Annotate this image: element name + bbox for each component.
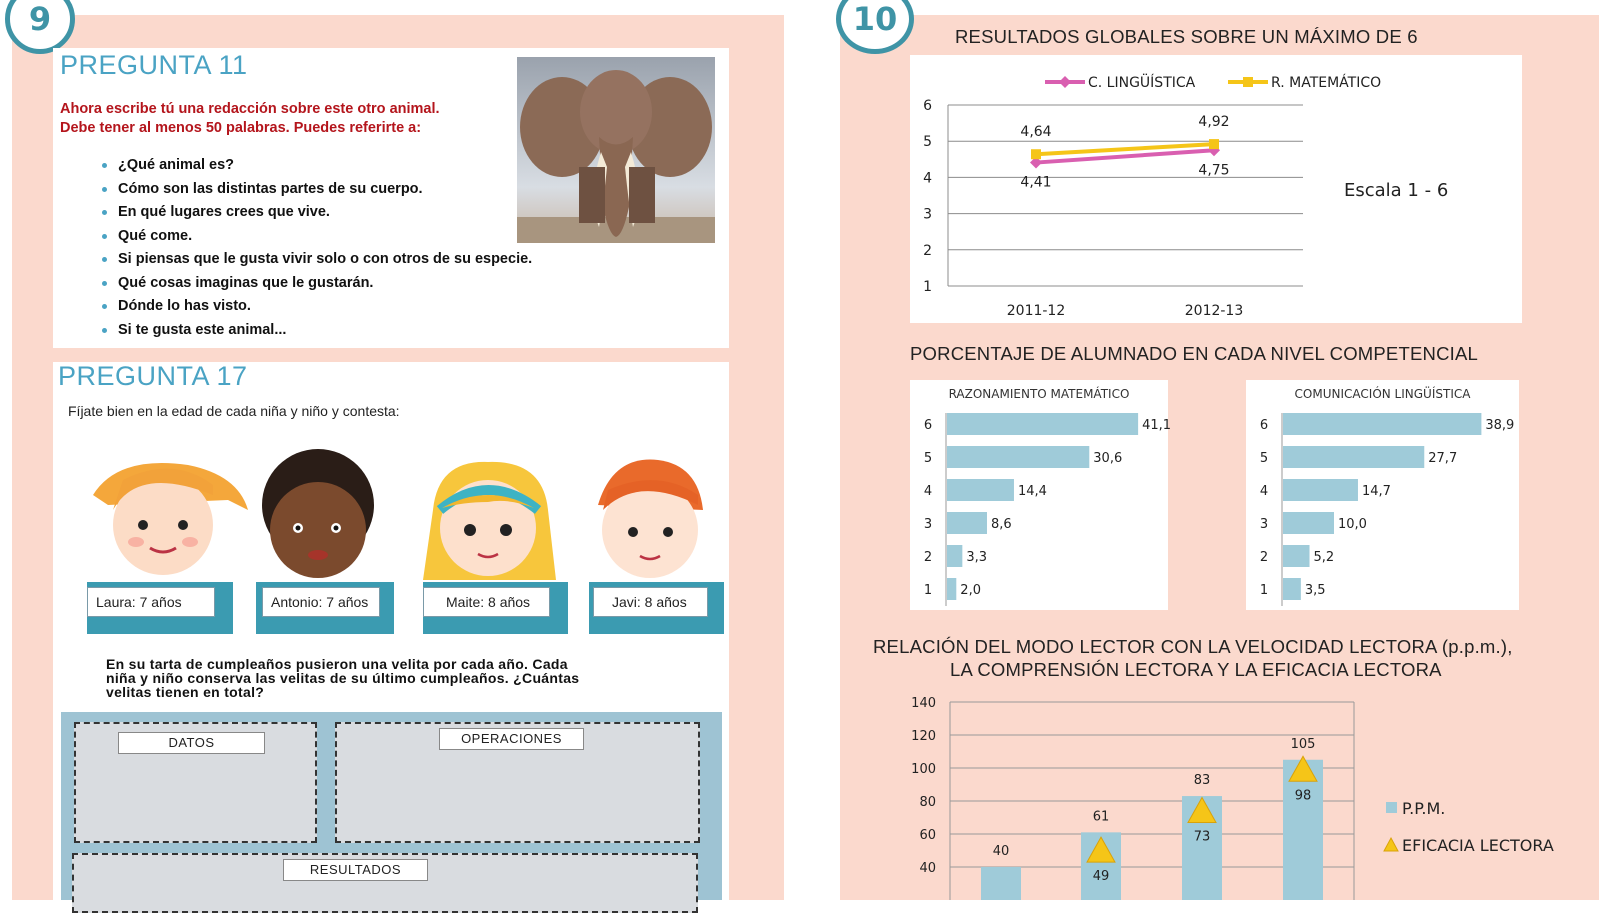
bar-value-label: 30,6 bbox=[1093, 451, 1123, 466]
legend-marker bbox=[1243, 77, 1253, 87]
efficacy-value-label: 98 bbox=[1294, 788, 1312, 804]
bar-value-label: 27,7 bbox=[1428, 451, 1458, 466]
bar bbox=[947, 545, 962, 567]
list-item: Si te gusta este animal... bbox=[102, 319, 532, 343]
question-11-instructions-2: Debe tener al menos 50 palabras. Puedes referirte a: bbox=[60, 120, 422, 136]
list-item: Cómo son las distintas partes de su cuerpo. bbox=[102, 178, 532, 202]
question-11-instructions-1: Ahora escribe tú una redacción sobre este otro animal. bbox=[60, 101, 440, 117]
y-tick-label: 2 bbox=[923, 242, 932, 259]
bar bbox=[1283, 413, 1481, 435]
list-item: Si piensas que le gusta vivir solo o con otros de su especie. bbox=[102, 248, 532, 272]
category-label: 6 bbox=[1259, 418, 1269, 433]
legend-label: EFICACIA LECTORA bbox=[1402, 836, 1554, 855]
x-tick-label: 2012-13 bbox=[1184, 303, 1244, 319]
efficacy-value-label: 49 bbox=[1092, 869, 1110, 885]
bar bbox=[947, 512, 987, 534]
question-17-text-line: niña y niño conserva las velitas de su último cumpleaños. ¿Cuántas bbox=[106, 670, 580, 686]
bar-value-label: 105 bbox=[1290, 736, 1316, 752]
y-tick-label: 120 bbox=[911, 729, 936, 744]
y-tick-label: 5 bbox=[923, 134, 932, 151]
linguistic-communication-bar-chart bbox=[1246, 380, 1519, 610]
y-tick-label: 60 bbox=[919, 828, 936, 843]
bar-value-label: 14,7 bbox=[1361, 484, 1391, 499]
category-label: 2 bbox=[1259, 550, 1269, 565]
data-point bbox=[1031, 149, 1041, 159]
y-tick-label: 100 bbox=[911, 762, 936, 777]
bar-value-label: 3,3 bbox=[966, 550, 988, 565]
category-label: 4 bbox=[923, 484, 933, 499]
scale-annotation: Escala 1 - 6 bbox=[1344, 180, 1449, 201]
global-results-line-chart bbox=[910, 55, 1522, 323]
question-11-title: PREGUNTA 11 bbox=[60, 50, 248, 80]
data-label: 4,75 bbox=[1198, 162, 1230, 179]
chart-title: COMUNICACIÓN LINGÜÍSTICA bbox=[1294, 387, 1471, 401]
bar-value-label: 8,6 bbox=[990, 517, 1012, 532]
elephant-photo bbox=[517, 57, 715, 243]
page-number-badge-9: 9 bbox=[5, 0, 75, 54]
y-tick-label: 3 bbox=[923, 206, 932, 223]
list-item: Qué cosas imaginas que le gustarán. bbox=[102, 272, 532, 296]
bar-value-label: 2,0 bbox=[960, 583, 981, 598]
list-item: ¿Qué animal es? bbox=[102, 154, 532, 178]
list-item: En qué lugares crees que vive. bbox=[102, 201, 532, 225]
bar bbox=[1283, 479, 1358, 501]
category-label: 6 bbox=[923, 418, 933, 433]
data-label: 4,41 bbox=[1020, 174, 1052, 191]
bar-value-label: 10,0 bbox=[1338, 517, 1367, 532]
category-label: 4 bbox=[1259, 484, 1269, 499]
children-illustration bbox=[78, 450, 728, 585]
bar-value-label: 61 bbox=[1092, 809, 1110, 825]
category-label: 5 bbox=[923, 451, 933, 466]
bar bbox=[1283, 578, 1301, 600]
y-tick-label: 4 bbox=[923, 170, 932, 187]
datos-tag: DATOS bbox=[118, 732, 265, 754]
legend-swatch bbox=[1386, 802, 1397, 813]
bar-value-label: 14,4 bbox=[1017, 484, 1047, 499]
global-results-title: RESULTADOS GLOBALES SOBRE UN MÁXIMO DE 6 bbox=[955, 26, 1418, 47]
chart-title: RAZONAMIENTO MATEMÁTICO bbox=[948, 387, 1130, 401]
bar-value-label: 38,9 bbox=[1485, 418, 1515, 433]
y-tick-label: 6 bbox=[923, 98, 932, 114]
competency-percentage-title: PORCENTAJE DE ALUMNADO EN CADA NIVEL COMPETENCIAL bbox=[910, 343, 1478, 364]
legend-marker bbox=[1059, 76, 1071, 88]
bar bbox=[947, 479, 1014, 501]
reading-relation-bar-chart bbox=[900, 690, 1590, 900]
legend-label: R. MATEMÁTICO bbox=[1271, 75, 1382, 91]
bar bbox=[981, 867, 1021, 900]
data-label: 4,64 bbox=[1020, 124, 1052, 141]
bar bbox=[947, 413, 1138, 435]
bar bbox=[947, 446, 1089, 468]
bar-value-label: 5,2 bbox=[1313, 550, 1335, 565]
legend-marker bbox=[1384, 838, 1398, 851]
y-tick-label: 40 bbox=[919, 861, 936, 876]
category-label: 1 bbox=[1259, 583, 1269, 598]
list-item: Dónde lo has visto. bbox=[102, 295, 532, 319]
question-17-text-line: En su tarta de cumpleaños pusieron una velita por cada año. Cada bbox=[106, 656, 568, 672]
category-label: 2 bbox=[923, 550, 933, 565]
kid-label-javi: Javi: 8 años bbox=[593, 587, 708, 617]
data-point bbox=[1209, 139, 1219, 149]
y-tick-label: 1 bbox=[923, 279, 932, 295]
category-label: 5 bbox=[1259, 451, 1269, 466]
x-tick-label: 2011-12 bbox=[1006, 303, 1066, 319]
question-17-text bbox=[106, 657, 579, 699]
legend-label: P.P.M. bbox=[1402, 799, 1446, 818]
kid-label-maite: Maite: 8 años bbox=[423, 587, 550, 617]
question-11-bullet-list bbox=[102, 154, 532, 342]
resultados-tag: RESULTADOS bbox=[283, 859, 428, 881]
question-17-prompt: Fíjate bien en la edad de cada niña y niño y contesta: bbox=[68, 403, 400, 419]
y-tick-label: 140 bbox=[911, 696, 936, 711]
kid-label-laura: Laura: 7 años bbox=[87, 587, 215, 617]
bar bbox=[1283, 446, 1424, 468]
math-reasoning-bar-chart bbox=[910, 380, 1172, 610]
y-tick-label: 80 bbox=[919, 795, 936, 810]
question-17-text-line: velitas tienen en total? bbox=[106, 684, 265, 700]
bar bbox=[1283, 545, 1310, 567]
efficacy-value-label: 73 bbox=[1193, 829, 1211, 845]
bar bbox=[1283, 512, 1334, 534]
category-label: 3 bbox=[1259, 517, 1269, 532]
bar bbox=[947, 578, 956, 600]
question-17-title: PREGUNTA 17 bbox=[58, 361, 248, 391]
reading-relation-title-2: LA COMPRENSIÓN LECTORA Y LA EFICACIA LECTORA bbox=[950, 659, 1442, 680]
legend-label: C. LINGÜÍSTICA bbox=[1088, 75, 1196, 91]
bar-value-label: 3,5 bbox=[1304, 583, 1326, 598]
bar-value-label: 83 bbox=[1193, 773, 1211, 789]
reading-relation-title-1: RELACIÓN DEL MODO LECTOR CON LA VELOCIDAD LECTORA (p.p.m.), bbox=[873, 636, 1513, 657]
operaciones-tag: OPERACIONES bbox=[439, 728, 584, 750]
data-label: 4,92 bbox=[1198, 114, 1230, 131]
kid-label-antonio: Antonio: 7 años bbox=[262, 587, 380, 617]
category-label: 1 bbox=[923, 583, 933, 598]
category-label: 3 bbox=[923, 517, 933, 532]
bar-value-label: 41,1 bbox=[1142, 418, 1172, 433]
page-number-badge-10: 10 bbox=[836, 0, 914, 54]
list-item: Qué come. bbox=[102, 225, 532, 249]
bar-value-label: 40 bbox=[992, 844, 1010, 859]
